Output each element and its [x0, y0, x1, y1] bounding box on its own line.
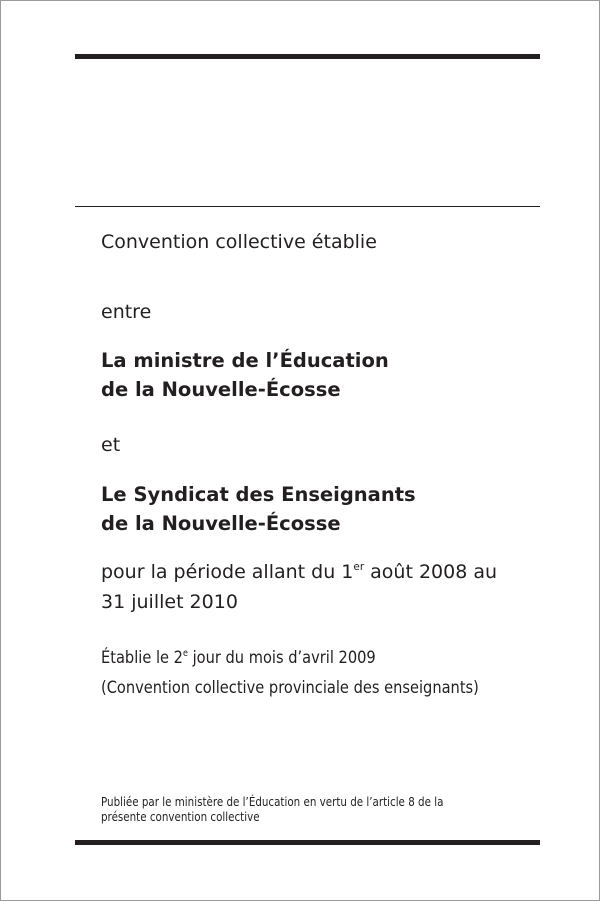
- established-post: jour du mois d’avril 2009: [187, 648, 376, 668]
- period-line1: [101, 557, 497, 587]
- publisher-note-line2: présente convention collective: [101, 810, 260, 824]
- bottom-thick-rule: [75, 840, 540, 845]
- publisher-note-line1: Publiée par le ministère de l’Éducation en vertu de l’article 8 de la: [101, 795, 444, 809]
- established-text: [101, 643, 479, 703]
- party-one-line2: de la Nouvelle-Écosse: [101, 378, 341, 401]
- period-text: [101, 557, 497, 617]
- top-thick-rule: [75, 54, 540, 59]
- intro-text: Convention collective établie: [101, 231, 377, 253]
- period-sup: er: [353, 561, 365, 574]
- party-two-line2: de la Nouvelle-Écosse: [101, 512, 341, 535]
- period-line2: 31 juillet 2010: [101, 591, 238, 613]
- party-two-line1: Le Syndicat des Enseignants: [101, 483, 416, 506]
- thin-rule: [75, 206, 540, 207]
- and-text: et: [101, 434, 121, 456]
- established-line: [101, 643, 479, 673]
- period-post: août 2008 au: [364, 561, 498, 583]
- established-pre: Établie le 2: [101, 648, 183, 668]
- period-pre: pour la période allant du 1: [101, 561, 354, 583]
- publisher-note: [101, 795, 443, 825]
- party-one-line1: La ministre de l’Éducation: [101, 349, 389, 372]
- party-one: [101, 346, 389, 404]
- established-sup: e: [182, 648, 188, 659]
- party-two: [101, 480, 416, 538]
- agreement-subtitle: (Convention collective provinciale des enseignants): [101, 678, 479, 698]
- between-text: entre: [101, 301, 152, 323]
